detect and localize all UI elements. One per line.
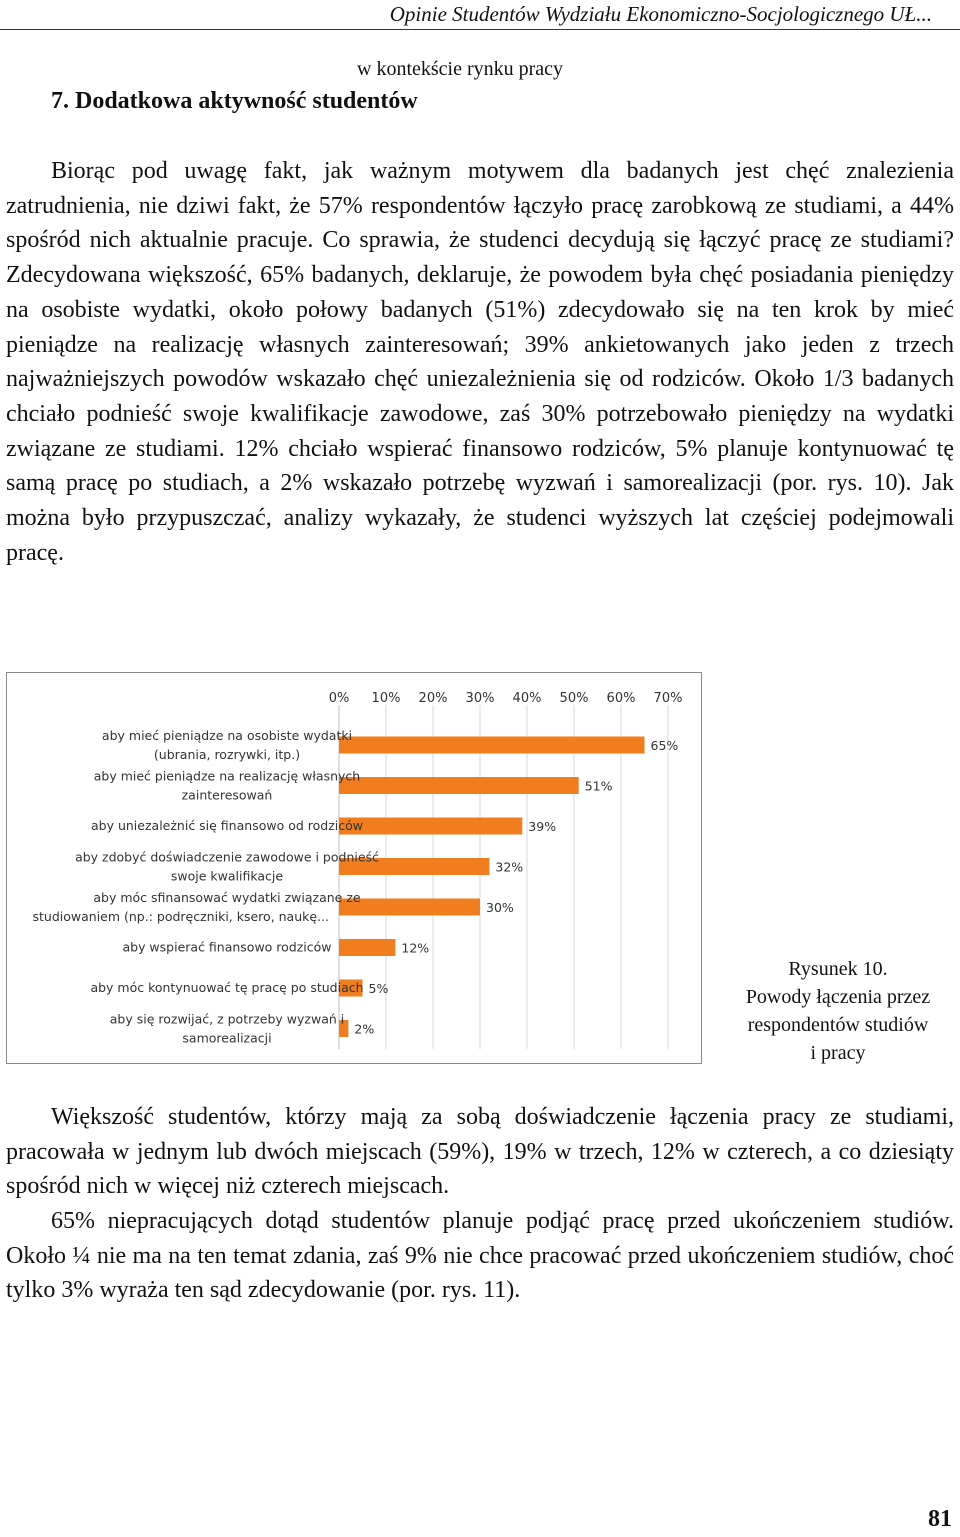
- bar-value-label: 30%: [486, 900, 514, 915]
- page-number: 81: [928, 1506, 952, 1532]
- caption-line: Powody łączenia przez: [745, 986, 931, 1008]
- paragraph-2: Większość studentów, którzy mają za sobą doświadczenie łączenia pracy ze studiami, pracowała w jednym lub dwóch miejscach (59%), 19% w trzech, 12% w czterech, a co dziesiąty spośród nich w więcej niż czterech miejscach.: [6, 1104, 954, 1200]
- caption-line: i pracy: [810, 1042, 866, 1064]
- x-tick-label: 20%: [418, 691, 448, 706]
- caption-line: Rysunek 10.: [788, 958, 888, 980]
- header-divider: [0, 29, 960, 30]
- category-label: aby móc sfinansować wydatki związane ze: [93, 890, 361, 905]
- bar-value-label: 5%: [368, 981, 389, 996]
- bar-value-label: 51%: [584, 778, 613, 794]
- bar-value-label: 12%: [401, 940, 430, 956]
- paragraph-1: Biorąc pod uwagę fakt, jak ważnym motywem dla badanych jest chęć znalezienia zatrudnienia, nie dziwi fakt, że 57% respondentów łączyło pracę zarobkową ze studiami, a 44% spośród nich aktualnie pracuje. Co sprawia, że studenci decydują się łączyć pracę ze studiami? Zdecydowana większość, 65% badanych, deklaruje, że powodem była chęć posiadania pieniędzy na osobiste wydatki, około połowy badanych (51%) zdecydowało się na ten krok by mieć pieniądze na realizację własnych zainteresowań; 39% ankietowanych jako jeden z trzech najważniejszych powodów wskazało chęć uniezależnienia się od rodziców. Około 1/3 badanych chciało podnieść swoje kwalifikacje zawodowe, zaś 30% potrzebowało pieniędzy na wydatki związane ze studiami. 12% chciało wspierać finansowo rodziców, 5% planuje kontynuować tę samą pracę po studiach, a 2% wskazało potrzebę wyzwań i samorealizacji (por. rys. 10). Jak można było przypuszczać, analizy wykazały, że studenci wyższych lat częściej podejmowali pracę.: [6, 158, 954, 566]
- caption-line: respondentów studiów: [747, 1014, 929, 1036]
- category-label: aby uniezależnić się finansowo od rodziców: [91, 818, 363, 833]
- category-label: aby mieć pieniądze na realizację własnych: [93, 768, 361, 784]
- category-label: aby móc kontynuować tę pracę po studiach: [90, 980, 364, 995]
- running-header: Opinie Studentów Wydziału Ekonomiczno-Socjologicznego UŁ...: [389, 2, 932, 26]
- x-tick-label: 30%: [465, 691, 495, 706]
- x-tick-label: 0%: [328, 691, 350, 706]
- figure-caption: [714, 955, 960, 1067]
- bar-value-label: 2%: [354, 1021, 375, 1037]
- x-tick-label: 60%: [606, 691, 636, 706]
- section-title: 7. Dodatkowa aktywność studentów: [51, 88, 418, 114]
- category-label: aby mieć pieniądze na osobiste wydatki: [101, 728, 353, 743]
- bar: [339, 737, 645, 754]
- category-label: zainteresowań: [181, 787, 273, 803]
- bar-value-label: 39%: [528, 819, 557, 834]
- category-label: aby zdobyć doświadczenie zawodowe i podnieść: [75, 849, 379, 865]
- figure-chart: [6, 672, 702, 1064]
- bar-chart: [7, 673, 701, 1063]
- category-label: aby wspierać finansowo rodziców: [122, 939, 332, 955]
- category-label: samorealizacji: [182, 1030, 272, 1046]
- x-tick-label: 70%: [653, 691, 683, 706]
- category-label: (ubrania, rozrywki, itp.): [153, 747, 301, 762]
- bar: [339, 818, 522, 835]
- x-tick-label: 50%: [559, 691, 589, 706]
- bar-value-label: 65%: [650, 738, 679, 753]
- bar: [339, 777, 579, 794]
- x-tick-label: 40%: [512, 691, 542, 706]
- category-label: swoje kwalifikacje: [170, 868, 284, 884]
- x-tick-label: 10%: [371, 691, 401, 706]
- category-label: aby się rozwijać, z potrzeby wyzwań i: [109, 1011, 345, 1027]
- bar-value-label: 32%: [495, 859, 524, 875]
- running-subheader: w kontekście rynku pracy: [357, 58, 564, 80]
- bar: [339, 939, 395, 956]
- paragraph-3: 65% niepracujących dotąd studentów planuje podjąć pracę przed ukończeniem studiów. Około ¼ nie ma na ten temat zdania, zaś 9% nie chce pracować przed ukończeniem studiów, choć tylko 3% wyraża ten sąd zdecydowanie (por. rys. 11).: [6, 1208, 954, 1304]
- category-label: studiowaniem (np.: podręczniki, ksero, naukę...: [32, 909, 329, 924]
